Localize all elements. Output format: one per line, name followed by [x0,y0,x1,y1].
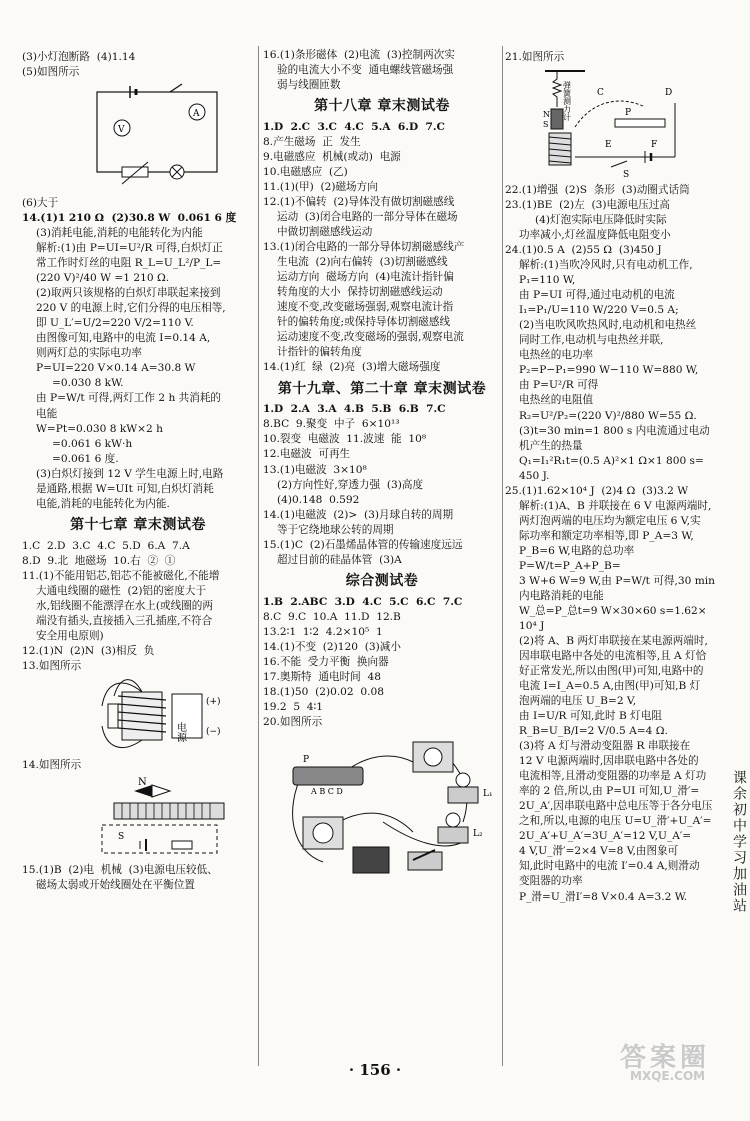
text-line: 电流相等,且滑动变阻器的功率是 A 灯功 [519,770,707,783]
text-line: 11.(1)不能用铝芯,铝芯不能被磁化,不能增 [22,569,220,582]
text-line: P₂=P−P₁=990 W−110 W=880 W, [519,364,699,377]
spring-circuit-diagram [505,67,727,179]
text-line: 4 V,U_滑′=2×4 V=8 V,由图象可 [519,845,679,858]
text-line: 针的偏转角度;或保持导体切割磁感线 [277,316,451,329]
text-line: 运动速度不变,改变磁场的强弱,观察电流 [277,331,464,344]
text-line: 10.电磁感应 (乙) [263,166,348,179]
electromagnet-diagram [22,775,254,859]
text-line: 解析:(1)当吹冷风时,只有电动机工作, [519,259,693,272]
switch-label: S [623,170,630,180]
section-title: 综合测试卷 [345,572,419,589]
text-line: 生电流 (2)向右偏转 (3)切割磁感线 [277,256,448,269]
text-line: 1.C 2.D 3.C 4.C 5.D 6.A 7.A [22,539,190,552]
point-c-label: C [597,88,604,99]
text-line: P_滑=U_滑I′=8 V×0.4 A=3.2 W. [519,890,688,903]
text-line: 15.(1)C (2)石墨烯晶体管的传输速度远远 [263,538,463,551]
text-line: 2U_A′,因串联电路中总电压等于各分电压 [519,800,713,813]
column-divider [502,46,503,1066]
text-line: 好正常发光,所以由图(甲)可知,电路中的 [519,665,704,678]
north-label: N [138,776,147,788]
text-line: 8.产生磁场 正 发生 [263,136,361,148]
text-line: (6)大于 [22,197,59,210]
text-line: 17.奥斯特 通电时间 48 [263,670,381,683]
section-title: 第十七章 章末测试卷 [70,516,206,533]
text-line: 12.(1)不偏转 (2)导体没有做切割磁感线 [263,196,455,209]
text-line: 由 P=W/t 可得,两灯工作 2 h 共消耗的 [36,392,222,405]
text-line: 13.如图所示 [22,659,82,672]
text-line: 机产生的热量 [519,439,583,452]
text-line: I₁=P₁/U=110 W/220 V=0.5 A; [519,304,679,317]
text-line: 端没有插头,直接插入三孔插座,不符合 [36,614,213,627]
circuit-diagram [22,82,254,192]
text-line: 转角度的大小 保持切割磁感线运动 [277,286,443,299]
text-line: (3)将 A 灯与滑动变阻器 R 串联接在 [519,740,691,753]
text-line: Q₁=I₁²R₁t=(0.5 A)²×1 Ω×1 800 s= [519,454,704,467]
text-line: 14.如图所示 [22,758,82,771]
text-line: 因串联电路中各处的电流相等,且 A 灯恰 [519,650,707,662]
text-line: P=UI=220 V×0.14 A=30.8 W [36,362,196,375]
text-line: =0.061 6 度. [52,452,119,465]
point-d-label: D [665,88,673,99]
text-line: (4)0.148 0.592 [277,493,360,506]
switch-label: S [118,831,125,842]
text-line: 14.(1)1 210 Ω (2)30.8 W 0.061 6 度 [22,212,237,225]
text-line: 13.(1)电磁波 3×10⁸ [263,463,367,476]
text-line: 电流 I=I_A=0.5 A,由图(甲)可知,B 灯 [519,680,701,693]
page-number: · 156 · [348,1061,402,1079]
text-line: 13.(1)闭合电路的一部分导体切割磁感线产 [263,241,465,254]
text-line: 知,此时电路中的电流 I′=0.4 A,则滑动 [519,860,700,873]
plus-label: (+) [206,696,221,707]
text-line: 率的 2 倍,所以,由 P=UI 可知,U_滑′= [519,785,700,798]
text-line: (5)如图所示 [22,66,80,79]
text-line: 9.电磁感应 机械(或动) 电源 [263,151,401,164]
voltmeter-icon: V [118,125,125,136]
text-line: 常工作时灯丝的电阻 R_L=U_L²/P_L= [36,257,222,270]
text-line: 电能 [36,407,58,420]
power-source-label: 电源 [174,721,186,742]
text-line: 450 J. [519,469,550,482]
text-line: 8.BC 9.聚变 中子 6×10¹³ [263,418,400,431]
text-line: 由 I=U/R 可知,此时 B 灯电阻 [519,710,662,723]
watermark-url: MXQE.COM [630,1069,706,1083]
text-line: W_总=P_总t=9 W×30×60 s=1.62× [519,604,707,617]
text-line: 12 V 电源两端时,因串联电路中各处的 [519,755,699,768]
section-title: 第十八章 章末测试卷 [314,98,450,115]
terminal-labels: A B C D [311,786,343,796]
text-line: 21.如图所示 [505,51,565,63]
text-line: 泡两端的电压 U_B=2 V, [519,695,637,708]
text-line: P_B=6 W,电路的总功率 P=W/t=P_A+P_B= [519,544,638,572]
circuit-figure [22,82,254,192]
right-column [505,50,727,905]
text-line: 计指针的偏转角度 [277,346,362,359]
text-line: 是通路,根据 W=UIt 可知,白炽灯消耗 [36,482,214,495]
text-line: 电能,消耗的电能转化为内能. [36,497,170,510]
text-line: 220 V 的电源上时,它们分得的电压相等, [36,302,226,315]
text-line: P₁=110 W, [519,274,576,287]
text-line: (2)将 A、B 两灯串联接在某电源两端时, [519,634,708,647]
point-f-label: F [651,140,658,151]
middle-column [263,48,501,886]
text-line: 超过目前的硅晶体管 (3)A [277,553,402,566]
ammeter-icon: A [193,109,200,120]
text-line: R_B=U_B/I=2 V/0.5 A=4 Ω. [519,725,668,738]
watermark-logo: 答案圈 [620,1043,711,1073]
text-line: 速度不变,改变磁场强弱,观察电流计指 [277,301,454,314]
south-pole-label: S [543,120,549,130]
text-line: 中做切割磁感线运动 [277,226,373,239]
text-line: 弱与线圈匝数 [277,79,341,92]
side-banner: 课余初中学习加油站 [731,770,747,914]
compass-figure [22,775,254,859]
text-line: 23.(1)BE (2)左 (3)电源电压过高 [505,199,671,212]
text-line: 大通电线圈的磁性 (2)铝的密度大于 [36,584,207,597]
text-line: 1.B 2.ABC 3.D 4.C 5.C 6.C 7.C [263,595,463,608]
text-line: 3 W+6 W=9 W,由 P=W/t 可得,30 min [519,574,715,587]
text-line: 变阻器的功率 [519,875,583,888]
text-line: 10⁴ J [519,619,545,632]
slider-p-label: P [303,754,310,765]
text-line: 功率减小,灯丝温度降低电阻变小 [519,229,671,242]
text-line: 2U_A′+U_A′=3U_A′=12 V,U_A′= [519,830,692,843]
text-line: 等于它绕地球公转的周期 [277,523,394,536]
solenoid-figure [22,676,254,754]
text-line: 水,铝线圈不能漂浮在水上(或线圈的两 [36,599,213,612]
solenoid-diagram [22,676,254,754]
text-line: 8.C 9.C 10.A 11.D 12.B [263,610,401,623]
text-line: 际功率和额定功率相等,即 P_A=3 W, [519,529,694,542]
text-line: 两灯泡两端的电压均为额定电压 6 V,实 [519,514,701,527]
lamp-l1-label: L₁ [483,788,493,799]
text-line: 18.(1)50 (2)0.02 0.08 [263,685,384,698]
minus-label: (−) [206,726,221,737]
text-line: 磁场太弱或开始线圈处在平衡位置 [36,878,195,891]
text-line: 由 P=UI 可得,通过电动机的电流 [519,289,675,302]
slider-p-label: P [625,108,632,119]
text-line: 16.不能 受力平衡 换向器 [263,655,389,668]
text-line: 则两灯总的实际电功率 [36,347,142,360]
text-line: 12.电磁波 可再生 [263,448,351,461]
text-line: R₂=U²/P₂=(220 V)²/880 W=55 Ω. [519,409,697,422]
text-line: 14.(1)红 绿 (2)亮 (3)增大磁场强度 [263,361,441,374]
point-e-label: E [605,140,612,151]
lamp-l2-label: L₂ [473,828,483,839]
text-line: 由 P=U²/R 可得 [519,379,599,392]
text-line: 内电路消耗的电能 [519,589,604,602]
text-line: 11.(1)(甲) (2)磁场方向 [263,181,378,194]
text-line: 19.2 5 4∶1 [263,700,324,713]
left-column [22,50,254,893]
text-line: 24.(1)0.5 A (2)55 Ω (3)450 J [505,244,662,257]
text-line: (3)t=30 min=1 800 s 内电流通过电动 [519,424,710,437]
text-line: 25.(1)1.62×10⁴ J (2)4 Ω (3)3.2 W [505,484,689,497]
text-line: (3)消耗电能,消耗的电能转化为内能 [36,227,203,240]
text-line: 同时工作,电动机与电热丝并联, [519,334,664,347]
text-line: 15.(1)B (2)电 机械 (3)电源电压较低、 [22,863,218,876]
text-line: 由图像可知,电路中的电流 I=0.14 A, [36,332,211,345]
text-line: 1.D 2.C 3.C 4.C 5.A 6.D 7.C [263,120,445,133]
text-line: 20.如图所示 [263,715,323,728]
text-line: 12.(1)N (2)N (3)相反 负 [22,644,155,657]
text-line: 8.D 9.北 地磁场 10.右 ② ① [22,554,176,567]
text-line: 之和,所以,电源的电压 U=U_滑′+U_A′= [519,815,712,828]
text-line: =0.030 8 kW. [52,377,124,390]
north-pole-label: N [543,110,550,120]
text-line: 1.D 2.A 3.A 4.B 5.B 6.B 7.C [263,403,446,416]
text-line: 运动方向 磁场方向 (4)电流计指针偏 [277,271,454,284]
text-line: =0.061 6 kW·h [52,437,133,450]
circuit-photo-figure [263,732,501,882]
text-line: (3)白炽灯接到 12 V 学生电源上时,电路 [36,467,224,480]
text-line: (220 V)²/40 W =1 210 Ω. [36,272,170,285]
text-line: 14.(1)电磁波 (2)> (3)月球自转的周期 [263,508,454,521]
text-line: 16.(1)条形磁体 (2)电流 (3)控制两次实 [263,49,455,61]
text-line: 13.2∶1 1∶2 4.2×10⁵ 1 [263,625,383,638]
text-line: (4)灯泡实际电压降低时实际 [535,214,667,227]
spring-scale-figure [505,67,727,179]
text-line: 10.裂变 电磁波 11.波速 能 10⁸ [263,433,427,446]
text-line: 22.(1)增强 (2)S 条形 (3)动圈式话筒 [505,184,690,197]
text-line: 运动 (3)闭合电路的一部分导体在磁场 [277,211,458,224]
text-line: (2)当电吹风吹热风时,电动机和电热丝 [519,319,697,332]
text-line: (3)小灯泡断路 (4)1.14 [22,51,136,63]
section-title: 第十九章、第二十章 章末测试卷 [277,380,487,397]
wiring-diagram [263,732,501,882]
text-line: 即 U_L′=U/2=220 V/2=110 V. [36,317,194,330]
text-line: 解析:(1)A、B 并联接在 6 V 电源两端时, [519,499,712,512]
text-line: 电热丝的电阻值 [519,394,594,407]
text-line: 验的电流大小不变 通电螺线管磁场强 [277,64,454,77]
text-line: (2)取两只该规格的白炽灯串联起来接到 [36,287,221,300]
text-line: (2)方向性好,穿透力强 (3)高度 [277,478,424,491]
text-line: 安全用电原则) [36,629,104,642]
text-line: 解析:(1)由 P=UI=U²/R 可得,白炽灯正 [36,242,223,255]
column-divider [258,46,259,1066]
text-line: 14.(1)不变 (2)120 (3)减小 [263,640,401,653]
spring-scale-label: 弹簧测力计 [562,81,572,122]
text-line: 电热丝的电功率 [519,349,594,362]
text-line: W=Pt=0.030 8 kW×2 h [36,422,163,435]
